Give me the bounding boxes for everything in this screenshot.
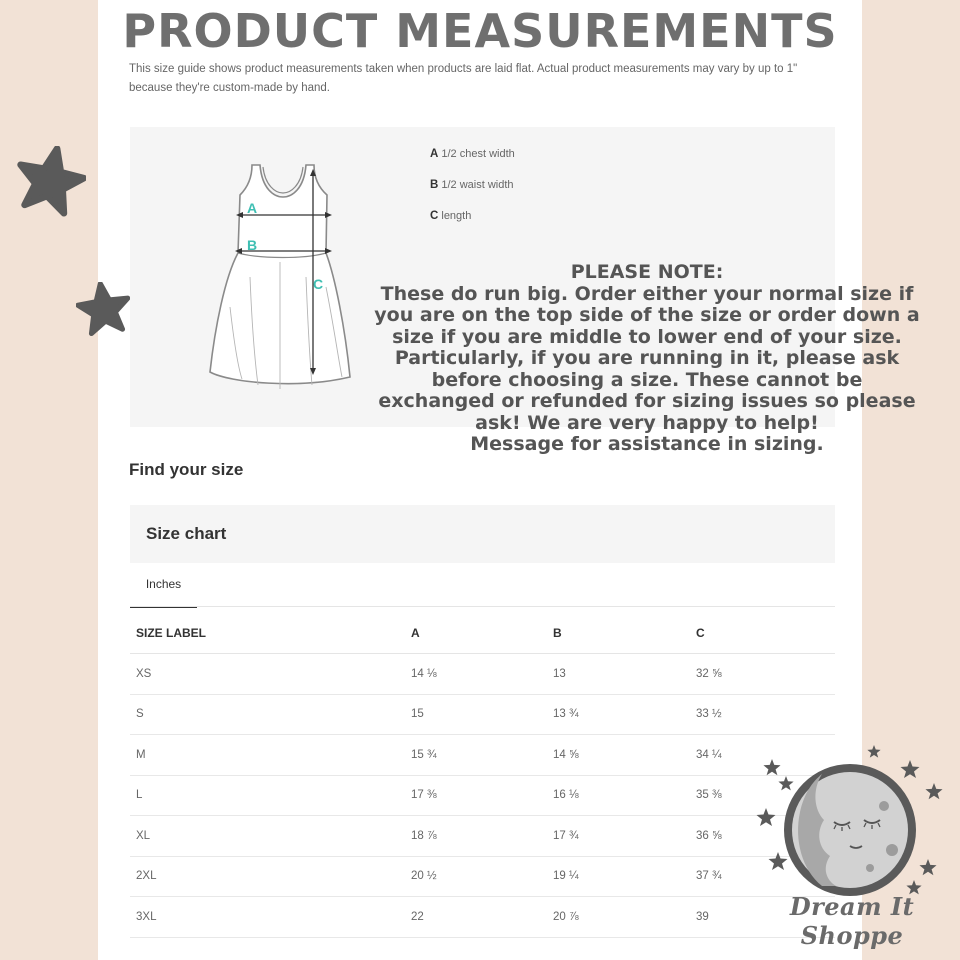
- note-line: Message for assistance in sizing.: [470, 433, 824, 455]
- note-line: ask! We are very happy to help!: [475, 411, 819, 434]
- legend-text: C: [430, 210, 439, 222]
- sizing-note: [356, 262, 938, 456]
- table-cell: 14 ⅝: [547, 735, 690, 776]
- legend-item-c: [430, 210, 471, 222]
- table-cell: 17 ⅜: [405, 775, 547, 816]
- table-cell: 16 ⅛: [547, 775, 690, 816]
- table-cell: 34 ¼: [690, 735, 835, 776]
- table-cell: XL: [130, 816, 405, 857]
- size-chart-title: Size chart: [146, 524, 227, 543]
- table-cell: 20 ⅞: [547, 897, 690, 938]
- table-cell: 33 ½: [690, 694, 835, 735]
- legend-text: A: [430, 148, 439, 160]
- table-cell: 15 ¾: [405, 735, 547, 776]
- column-header: A: [405, 612, 547, 654]
- table-cell: M: [130, 735, 405, 776]
- note-line: Particularly, if you are running in it, please ask: [394, 347, 900, 369]
- column-header: B: [547, 612, 690, 654]
- legend-text: B: [430, 179, 439, 191]
- table-row: [130, 654, 835, 695]
- table-cell: 22: [405, 897, 547, 938]
- legend-item-b: [430, 179, 514, 191]
- table-header-row: [130, 612, 835, 654]
- size-chart-header: [130, 505, 835, 563]
- column-header: C: [690, 612, 835, 654]
- size-table: [130, 612, 835, 938]
- table-row: [130, 856, 835, 897]
- note-line: you are on the top side of the size or order down a: [374, 304, 920, 326]
- note-line: exchanged or refunded for sizing issues so please: [378, 390, 916, 412]
- note-line: PLEASE NOTE:: [570, 261, 724, 283]
- table-cell: 19 ¼: [547, 856, 690, 897]
- table-cell: 32 ⅝: [690, 654, 835, 695]
- note-line: These do run big. Order either your normal size if: [380, 282, 914, 305]
- table-row: [130, 775, 835, 816]
- brand-name: Dream It Shoppe: [789, 892, 915, 950]
- table-cell: S: [130, 694, 405, 735]
- table-row: [130, 735, 835, 776]
- table-cell: 35 ⅜: [690, 775, 835, 816]
- find-size-heading: Find your size: [129, 460, 244, 479]
- table-cell: 39: [690, 897, 835, 938]
- table-cell: L: [130, 775, 405, 816]
- legend-item-a: [430, 148, 515, 160]
- table-row: [130, 897, 835, 938]
- table-cell: XS: [130, 654, 405, 695]
- legend-text: 1/2 chest width: [441, 148, 515, 160]
- note-line: size if you are middle to lower end of your size.: [392, 325, 902, 348]
- table-cell: 14 ⅛: [405, 654, 547, 695]
- diagram-label-b: B: [247, 237, 258, 253]
- diagram-label-c: C: [313, 276, 324, 292]
- legend-text: 1/2 waist width: [441, 179, 514, 191]
- table-cell: 20 ½: [405, 856, 547, 897]
- note-line: before choosing a size. These cannot be: [431, 368, 863, 391]
- table-cell: 15: [405, 694, 547, 735]
- tab-divider: [130, 606, 835, 607]
- table-cell: 17 ¾: [547, 816, 690, 857]
- table-cell: 18 ⅞: [405, 816, 547, 857]
- table-row: [130, 816, 835, 857]
- star-icon: [76, 282, 132, 338]
- table-cell: 2XL: [130, 856, 405, 897]
- table-cell: 13: [547, 654, 690, 695]
- legend-text: length: [441, 210, 472, 222]
- table-cell: 36 ⅝: [690, 816, 835, 857]
- star-icon: [14, 146, 86, 218]
- tab-inches[interactable]: Inches: [130, 576, 197, 608]
- table-cell: 13 ¾: [547, 694, 690, 735]
- table-cell: 37 ¾: [690, 856, 835, 897]
- page-title: PRODUCT MEASUREMENTS: [122, 4, 838, 58]
- diagram-label-a: A: [247, 200, 258, 216]
- intro-text: This size guide shows product measurements taken when products are laid flat. Actual product measurements may vary by up to 1" because they're custom-made by hand.: [129, 63, 798, 94]
- table-cell: 3XL: [130, 897, 405, 938]
- column-header: SIZE LABEL: [130, 612, 405, 654]
- table-row: [130, 694, 835, 735]
